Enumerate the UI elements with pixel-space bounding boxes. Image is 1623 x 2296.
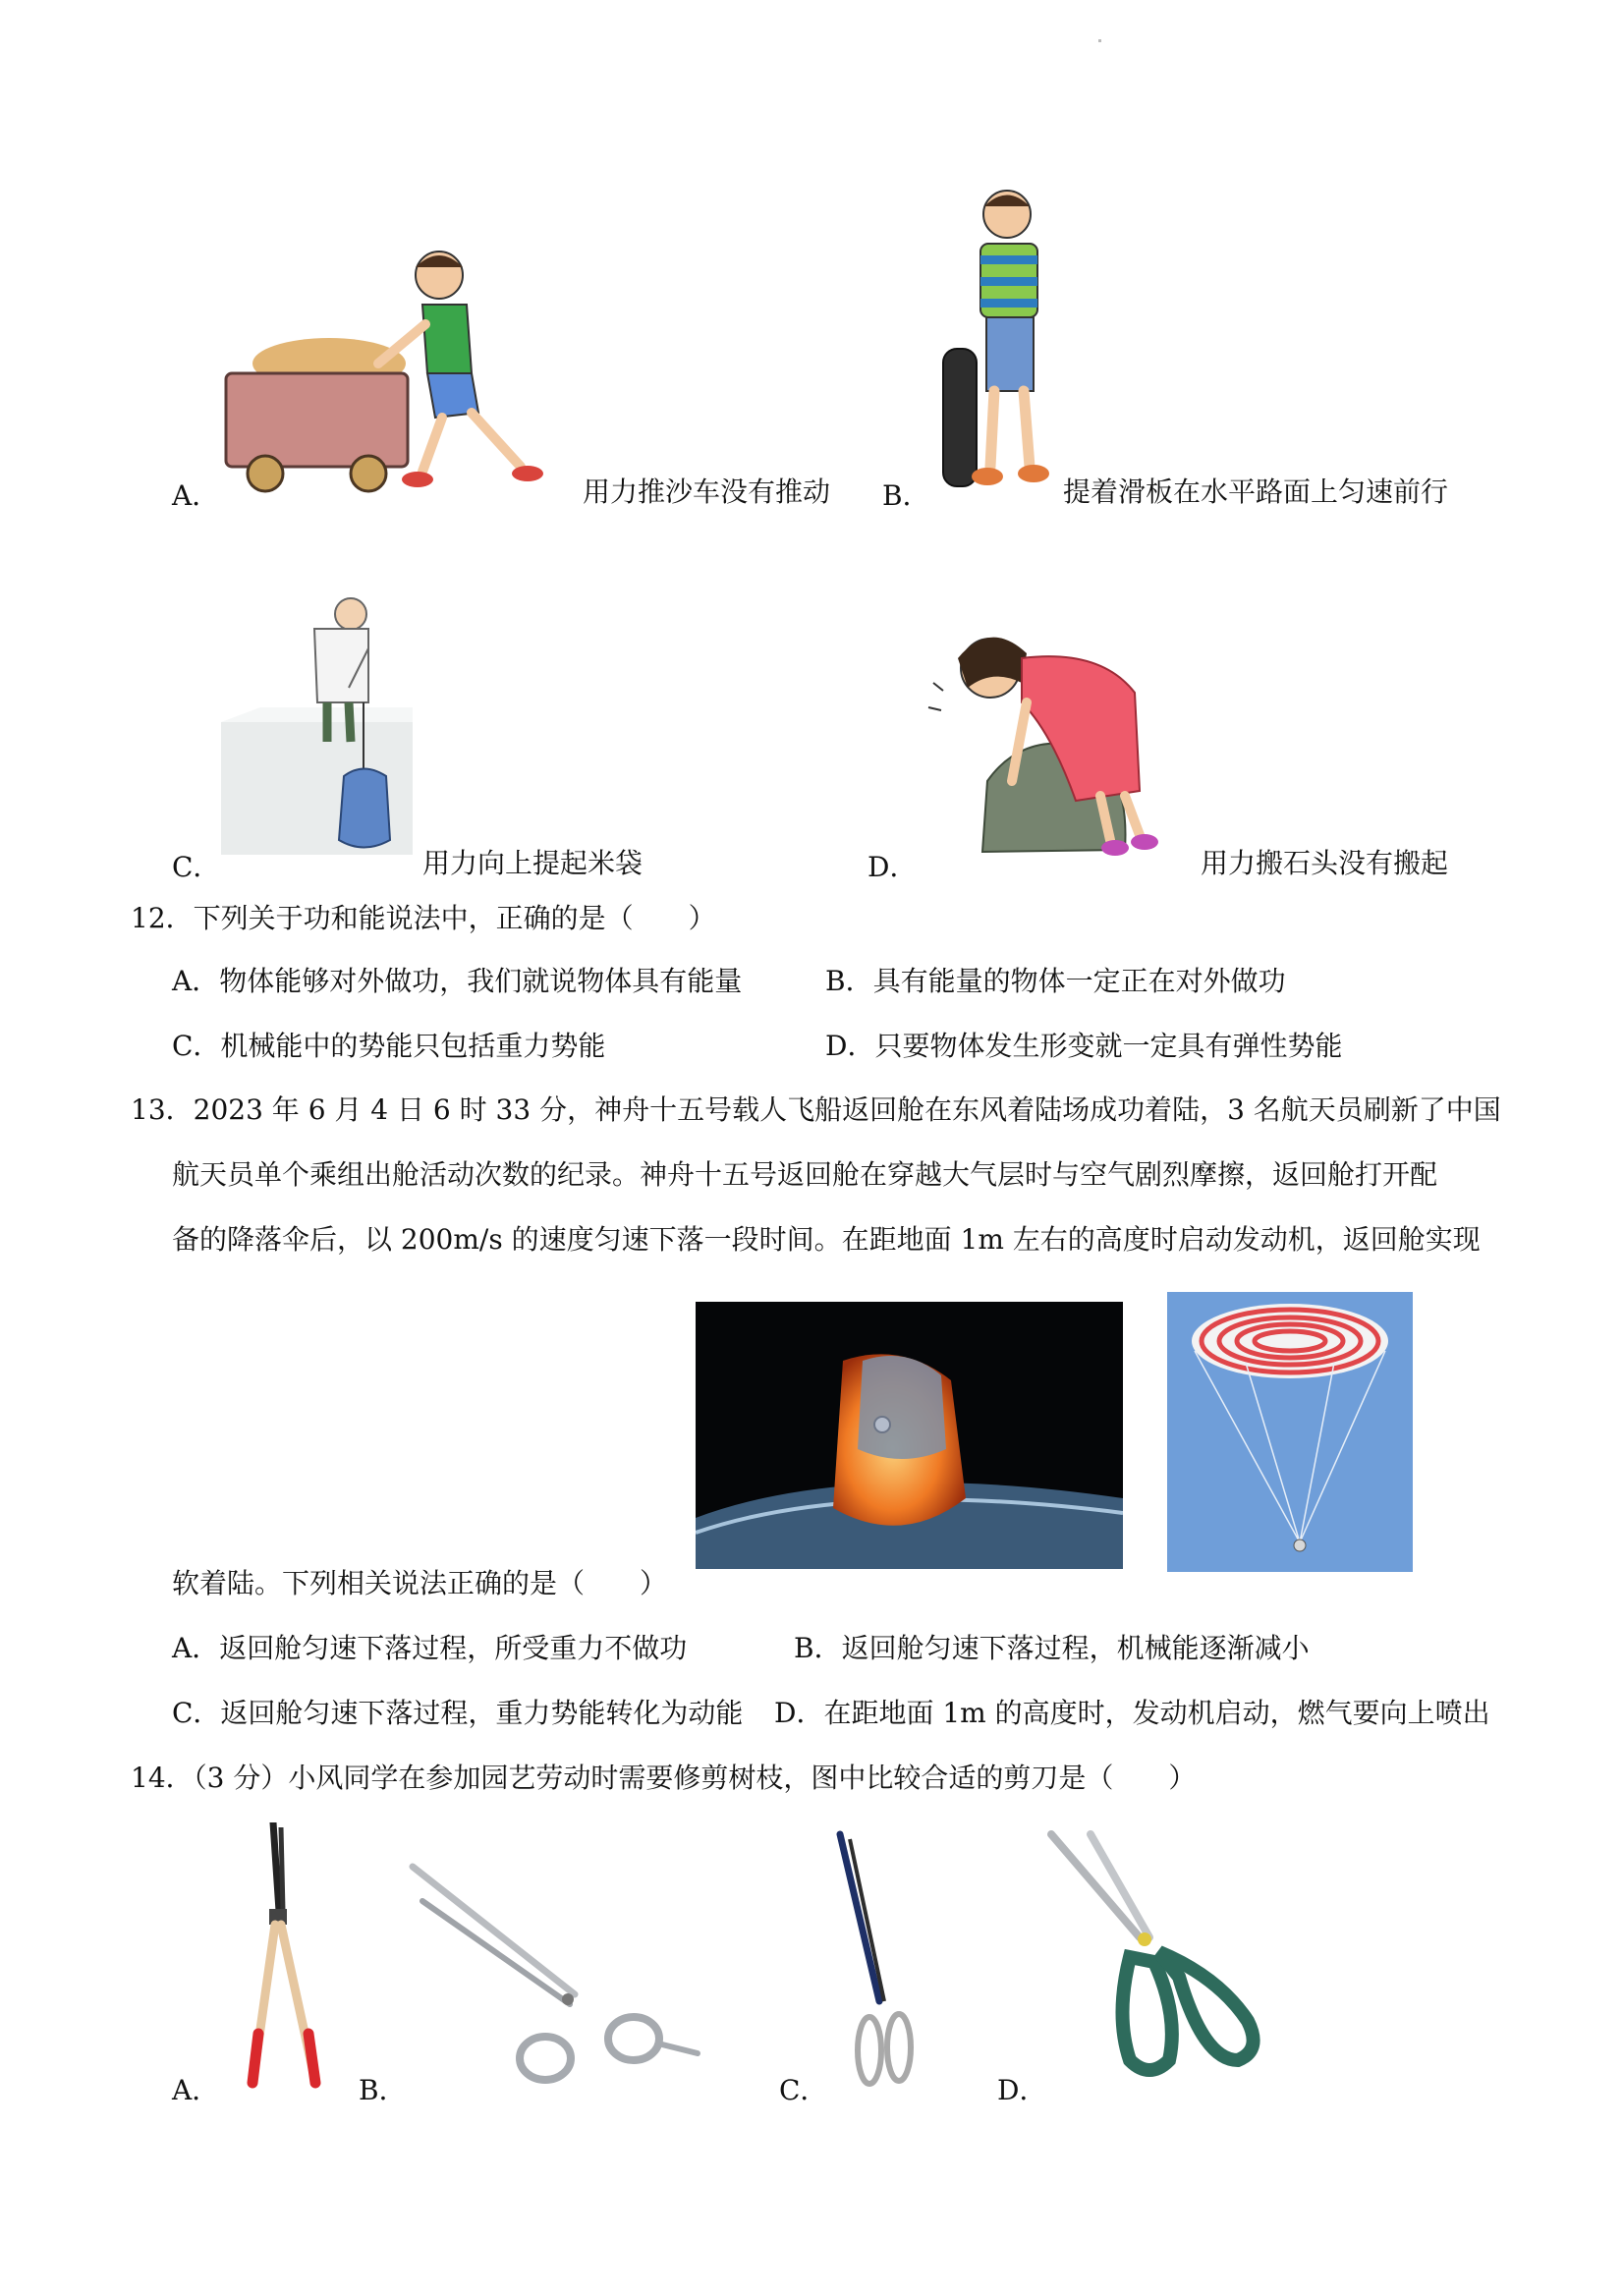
q11-option-d-caption: 用力搬石头没有搬起 — [1201, 847, 1449, 879]
q13-stem-tail: 软着陆。下列相关说法正确的是（ ） — [172, 1567, 668, 1599]
q13-option-a: A．返回舱匀速下落过程，所受重力不做功 — [172, 1632, 688, 1664]
q11-option-c-caption: 用力向上提起米袋 — [422, 847, 644, 879]
q13-option-b: B．返回舱匀速下落过程，机械能逐渐减小 — [794, 1632, 1310, 1664]
q14-stem: 14．（3 分）小风同学在参加园艺劳动时需要修剪树枝，图中比较合适的剪刀是（ ） — [131, 1762, 1197, 1794]
illustration-lift-rice-bag — [221, 594, 413, 855]
q11-option-d-letter: D． — [867, 851, 918, 883]
q13-stem-line-3: 备的降落伞后，以 200m/s 的速度匀速下落一段时间。在距地面 1m 左右的高度时启动发动机，返回舱实现 — [172, 1223, 1481, 1256]
image-paper-scissors — [825, 1829, 933, 2100]
q11-option-a-caption: 用力推沙车没有推动 — [583, 476, 831, 508]
q13-stem-line-2: 航天员单个乘组出舱活动次数的纪录。神舟十五号返回舱在穿越大气层时与空气剧烈摩擦，返回舱打开配 — [172, 1158, 1438, 1191]
q11-option-a-letter: A． — [172, 479, 220, 512]
illustration-push-sand-cart — [221, 246, 575, 496]
photo-parachute — [1167, 1292, 1413, 1572]
q12-option-a: A．物体能够对外做功，我们就说物体具有能量 — [172, 965, 743, 997]
photo-capsule-reentry — [696, 1302, 1123, 1569]
q12-option-b: B．具有能量的物体一定正在对外做功 — [825, 965, 1286, 997]
illustration-carry-skateboard — [933, 187, 1071, 496]
q14-option-c: C． — [779, 2074, 828, 2106]
image-kitchen-scissors — [1046, 1829, 1292, 2090]
q12-stem: 12．下列关于功和能说法中，正确的是（ ） — [131, 902, 716, 934]
q13-stem-line-1: 13．2023 年 6 月 4 日 6 时 33 分，神舟十五号载人飞船返回舱在东风着陆场成功着陆，3 名航天员刷新了中国 — [131, 1093, 1501, 1126]
image-pruning-shears — [224, 1822, 332, 2098]
image-hair-scissors — [403, 1857, 712, 2093]
q11-option-b-letter: B． — [882, 479, 930, 512]
q14-option-b: B． — [359, 2074, 407, 2106]
q13-option-c: C．返回舱匀速下落过程，重力势能转化为动能 — [172, 1697, 744, 1729]
q11-option-c-letter: C． — [172, 851, 221, 883]
q12-option-d: D．只要物体发生形变就一定具有弹性势能 — [825, 1030, 1343, 1062]
q14-option-d: D． — [997, 2074, 1047, 2106]
q12-option-c: C．机械能中的势能只包括重力势能 — [172, 1030, 606, 1062]
page-mark — [1098, 39, 1101, 42]
q13-option-d: D．在距地面 1m 的高度时，发动机启动，燃气要向上喷出 — [774, 1697, 1490, 1729]
q11-option-b-caption: 提着滑板在水平路面上匀速前行 — [1063, 476, 1449, 508]
illustration-lift-stone — [914, 614, 1199, 865]
q14-option-a: A． — [172, 2074, 220, 2106]
